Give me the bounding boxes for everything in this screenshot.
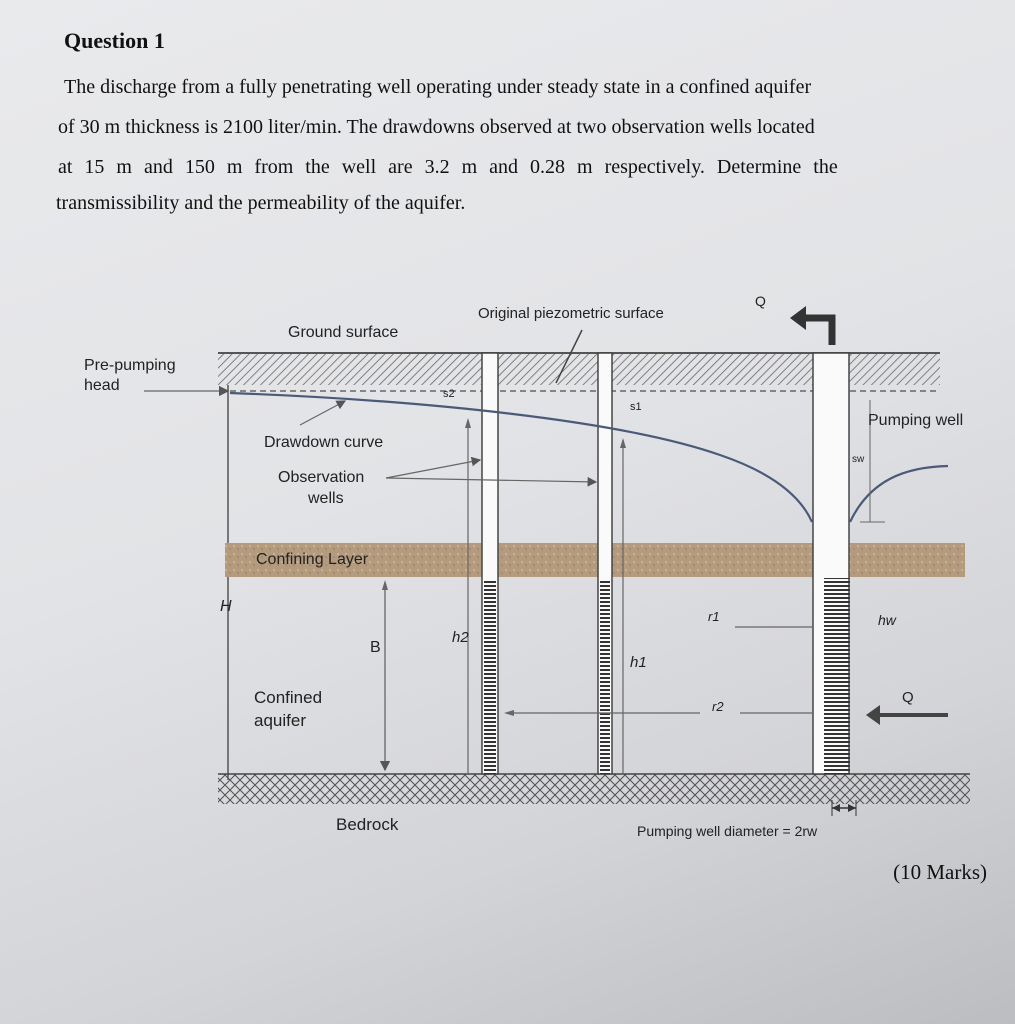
question-text-line-4: transmissibility and the permeability of the aquifer. bbox=[56, 192, 466, 214]
r2-label: r2 bbox=[712, 699, 724, 714]
bedrock-label: Bedrock bbox=[336, 815, 399, 834]
observation-wells-label-2: wells bbox=[308, 490, 344, 507]
s2-label: s2 bbox=[443, 388, 455, 400]
r1-label: r1 bbox=[708, 609, 720, 624]
confined-aquifer-label-1: Confined bbox=[254, 688, 323, 707]
pumping-well-diameter-label: Pumping well diameter = 2rw bbox=[637, 823, 818, 839]
pumping-well-label: Pumping well bbox=[868, 412, 964, 429]
h1-label: h1 bbox=[630, 654, 647, 671]
b-label: B bbox=[370, 639, 381, 656]
observation-well-2 bbox=[482, 353, 498, 774]
h2-label: h2 bbox=[452, 629, 469, 646]
h-label: H bbox=[220, 598, 232, 615]
question-text-line-1: The discharge from a fully penetrating well operating under steady state in a confined aquifer bbox=[64, 76, 812, 98]
s1-label: s1 bbox=[630, 401, 642, 413]
hw-label: hw bbox=[878, 612, 896, 628]
pre-pumping-label-2: head bbox=[84, 377, 120, 394]
drawdown-curve-label: Drawdown curve bbox=[264, 434, 384, 451]
marks-label: (10 Marks) bbox=[893, 860, 987, 884]
observation-well-1 bbox=[598, 353, 612, 774]
question-text-line-3: at 15 m and 150 m from the well are 3.2 m and 0.28 m respectively. Determine the bbox=[58, 156, 838, 178]
observation-wells-label-1: Observation bbox=[278, 469, 365, 486]
q-side-label: Q bbox=[902, 689, 914, 706]
pre-pumping-label-1: Pre-pumping bbox=[84, 357, 176, 374]
q-top-label: Q bbox=[755, 293, 766, 309]
bedrock-layer bbox=[218, 774, 970, 804]
question-text-line-2: of 30 m thickness is 2100 liter/min. The drawdowns observed at two observation wells located bbox=[58, 116, 815, 138]
ground-surface-label: Ground surface bbox=[288, 324, 399, 341]
question-title: Question 1 bbox=[64, 28, 165, 53]
sw-label: sw bbox=[852, 454, 865, 465]
original-piezometric-label: Original piezometric surface bbox=[478, 305, 664, 322]
confining-layer-label: Confining Layer bbox=[256, 551, 369, 568]
confined-aquifer-label-2: aquifer bbox=[254, 711, 306, 730]
